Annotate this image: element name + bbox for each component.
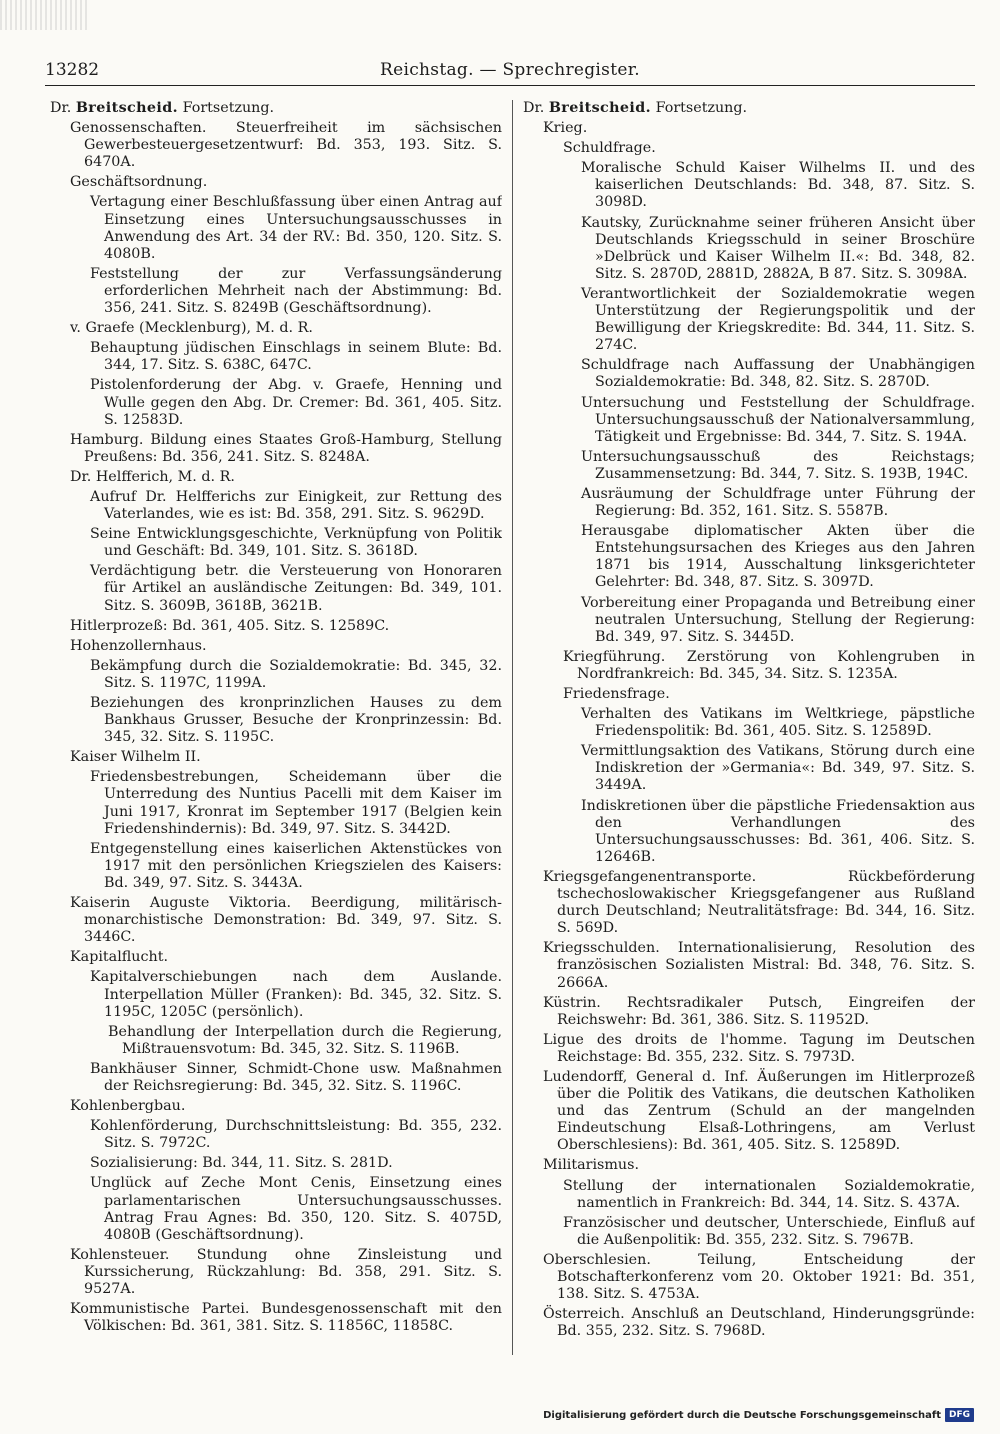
index-entry: Geschäftsordnung. [70,174,208,191]
continuation-suffix: Fortsetzung. [178,100,275,116]
index-entry: Stellung der internationalen Sozialdemokratie, namentlich in Frankreich: Bd. 344, 14. Sitz. S. 437A. [563,1177,975,1211]
index-entry: Entgegenstellung eines kaiserlichen Aktenstückes von 1917 mit den persönlichen Kriegszielen des Kaisers: Bd. 349, 97. Sitz. S. 3443A. [90,840,502,891]
index-entry: Pistolenforderung der Abg. v. Graefe, Henning und Wulle gegen den Abg. Dr. Cremer: Bd. 361, 405. Sitz. S. 12583D. [90,377,502,428]
index-entry: Kapitalverschiebungen nach dem Auslande. Interpellation Müller (Franken): Bd. 345, 32. Sitz. S. 1195C, 1205C (persönlich). [90,969,502,1020]
index-entry: Ligue des droits de l'homme. Tagung im Deutschen Reichstage: Bd. 355, 232. Sitz. S. 7973D. [543,1031,975,1065]
speaker-name: Breitscheid. [75,100,179,116]
index-entry: Aufruf Dr. Helfferichs zur Einigkeit, zur Rettung des Vaterlandes, wie es ist: Bd. 358, 291. Sitz. S. 9629D. [90,488,502,523]
index-entry: Kaiser Wilhelm II. [70,749,201,766]
scan-artifact [0,0,90,30]
index-entry: Kohlenbergbau. [70,1098,186,1115]
page-number: 13282 [45,60,100,80]
index-entry: Herausgabe diplomatischer Akten über die Entstehungsursachen des Krieges aus den Jahren 1871 bis 1914, Ausschaltung linksgerichteter Gelehrter: Bd. 348, 87. Sitz. S. 3097D. [581,523,975,591]
index-entry: v. Graefe (Mecklenburg), M. d. R. [70,320,313,337]
index-entry: Schuldfrage. [563,140,656,157]
index-entry: Kriegführung. Zerstörung von Kohlengruben in Nordfrankreich: Bd. 345, 34. Sitz. S. 1235A. [563,648,975,682]
left-column [50,100,502,1360]
dfg-logo: DFG [945,1408,974,1422]
index-entry: Behandlung der Interpellation durch die Regierung, Mißtrauensvotum: Bd. 345, 32. Sitz. S. 1196B. [108,1023,502,1057]
column-divider [512,100,513,1355]
continuation-suffix: Fortsetzung. [651,100,748,116]
index-entry: Hitlerprozeß: Bd. 361, 405. Sitz. S. 12589C. [70,617,390,634]
index-entry: Oberschlesien. Teilung, Entscheidung der Botschafterkonferenz vom 20. Oktober 1921: Bd. 351, 138. Sitz. S. 4753A. [543,1251,975,1303]
index-entry: Kohlenförderung, Durchschnittsleistung: Bd. 355, 232. Sitz. S. 7972C. [90,1118,502,1152]
index-entry: Ludendorff, General d. Inf. Äußerungen im Hitlerprozeß über die Politik des Vatikans, die deutschen Katholiken und das Zentrum (Schuld an der mangelnden Eindeutschung Elsaß-Lothringens, am Verlust Oberschlesiens): Bd. 361, 405. Sitz. S. 12589D. [543,1068,975,1154]
footer [543,1408,974,1422]
index-entry: Genossenschaften. Steuerfreiheit im sächsischen Gewerbesteuergesetzentwurf: Bd. 353, 193. Sitz. S. 6470A. [70,120,502,171]
index-entry: Verantwortlichkeit der Sozialdemokratie wegen Unterstützung der Regierungspolitik und der Bewilligung der Kriegskredite: Bd. 344, 11. Sitz. S. 274C. [581,285,975,354]
index-entry: Bankhäuser Sinner, Schmidt-Chone usw. Maßnahmen der Reichsregierung: Bd. 345, 32. Sitz. S. 1196C. [90,1060,502,1094]
index-entry: Kohlensteuer. Stundung ohne Zinsleistung und Kurssicherung, Rückzahlung: Bd. 358, 291. Sitz. S. 9527A. [70,1246,502,1297]
continuation-prefix: Dr. [523,100,545,116]
index-entry: Kaiserin Auguste Viktoria. Beerdigung, militärisch-monarchistische Demonstration: Bd. 349, 97. Sitz. S. 3446C. [70,895,502,946]
index-entry: Vorbereitung einer Propaganda und Betreibung einer neutralen Untersuchung, Stellung der Regierung: Bd. 349, 97. Sitz. S. 3445D. [581,594,975,645]
index-entry: Verdächtigung betr. die Versteuerung von Honoraren für Artikel an ausländische Zeitungen: Bd. 349, 101. Sitz. S. 3609B, 3618B, 3621B. [90,563,502,614]
continuation-heading [523,100,975,117]
index-entry: Kriegsgefangenentransporte. Rückbeförderung tschechoslowakischer Kriegsgefangener aus Rußland durch Deutschland; Neutralitätsfrage: Bd. 344, 16. Sitz. S. 569D. [543,868,975,937]
index-entry: Moralische Schuld Kaiser Wilhelms II. und des kaiserlichen Deutschlands: Bd. 348, 87. Sitz. S. 3098D. [581,160,975,211]
index-entry: Kapitalflucht. [70,949,169,966]
page-header [45,58,975,86]
index-entry: Untersuchungsausschuß des Reichstags; Zusammensetzung: Bd. 344, 7. Sitz. S. 193B, 194C. [581,448,975,482]
left-entries [50,120,502,1335]
header-rule [45,85,975,86]
index-entry: Seine Entwicklungsgeschichte, Verknüpfung von Politik und Geschäft: Bd. 349, 101. Sitz. S. 3618D. [90,526,502,560]
index-entry: Hohenzollernhaus. [70,637,207,654]
running-title: Reichstag. — Sprechregister. [380,60,640,80]
continuation-heading [50,100,502,117]
index-entry: Österreich. Anschluß an Deutschland, Hinderungsgründe: Bd. 355, 232. Sitz. S. 7968D. [543,1306,975,1340]
right-entries [523,120,975,1340]
index-entry: Verhalten des Vatikans im Weltkriege, päpstliche Friedenspolitik: Bd. 361, 405. Sitz. S. 12589D. [581,706,975,740]
index-entry: Feststellung der zur Verfassungsänderung erforderlichen Mehrheit nach der Abstimmung: Bd. 356, 241. Sitz. S. 8249B (Geschäftsordnung). [90,265,502,317]
index-entry: Schuldfrage nach Auffassung der Unabhängigen Sozialdemokratie: Bd. 348, 82. Sitz. S. 2870D. [581,357,975,391]
funding-notice: Digitalisierung gefördert durch die Deutsche Forschungsgemeinschaft [543,1409,941,1421]
continuation-prefix: Dr. [50,100,72,116]
index-entry: Küstrin. Rechtsradikaler Putsch, Eingreifen der Reichswehr: Bd. 361, 386. Sitz. S. 11952D. [543,994,975,1028]
index-entry: Untersuchung und Feststellung der Schuldfrage. Untersuchungsausschuß der Nationalversammlung, Tätigkeit und Ergebnisse: Bd. 344, 7. Sitz. S. 194A. [581,394,975,445]
index-entry: Französischer und deutscher, Unterschiede, Einfluß auf die Außenpolitik: Bd. 355, 232. Sitz. S. 7967B. [563,1214,975,1248]
index-entry: Kriegsschulden. Internationalisierung, Resolution des französischen Sozialisten Mistral: Bd. 348, 76. Sitz. S. 2666A. [543,940,975,991]
index-entry: Sozialisierung: Bd. 344, 11. Sitz. S. 281D. [90,1155,393,1172]
speaker-name: Breitscheid. [548,100,652,116]
index-entry: Krieg. [543,120,588,137]
index-entry: Dr. Helfferich, M. d. R. [70,468,235,485]
index-entry: Ausräumung der Schuldfrage unter Führung der Regierung: Bd. 352, 161. Sitz. S. 5587B. [581,485,975,520]
index-entry: Vermittlungsaktion des Vatikans, Störung durch eine Indiskretion der »Germania«: Bd. 349, 97. Sitz. S. 3449A. [581,743,975,794]
index-entry: Unglück auf Zeche Mont Cenis, Einsetzung eines parlamentarischen Untersuchungsausschusses. Antrag Frau Agnes: Bd. 350, 120. Sitz. S. 4075D, 4080B (Geschäftsordnung). [90,1175,502,1243]
index-entry: Militarismus. [543,1157,640,1174]
index-entry: Behauptung jüdischen Einschlags in seinem Blute: Bd. 344, 17. Sitz. S. 638C, 647C. [90,340,502,374]
index-entry: Kautsky, Zurücknahme seiner früheren Ansicht über Deutschlands Kriegsschuld in seiner Broschüre »Delbrück und Kaiser Wilhelm II.«: Bd. 348, 82. Sitz. S. 2870D, 2881D, 2882A, B 87. Sitz. S. 3098A. [581,214,975,282]
index-entry: Friedensfrage. [563,686,670,702]
right-column [523,100,975,1360]
index-entry: Bekämpfung durch die Sozialdemokratie: Bd. 345, 32. Sitz. S. 1197C, 1199A. [90,657,502,691]
index-entry: Beziehungen des kronprinzlichen Hauses zu dem Bankhaus Grusser, Besuche der Kronprinzessin: Bd. 345, 32. Sitz. S. 1195C. [90,695,502,746]
index-entry: Vertagung einer Beschlußfassung über einen Antrag auf Einsetzung eines Untersuchungsausschusses in Anwendung des Art. 34 der RV.: Bd. 350, 120. Sitz. S. 4080B. [90,194,502,262]
index-entry: Friedensbestrebungen, Scheidemann über die Unterredung des Nuntius Pacelli mit dem Kaiser im Juni 1917, Kronrat im September 1917 (Belgien kein Friedenshindernis): Bd. 349, 97. Sitz. S. 3442D. [90,769,502,837]
index-entry: Kommunistische Partei. Bundesgenossenschaft mit den Völkischen: Bd. 361, 381. Sitz. S. 11856C, 11858C. [70,1301,502,1335]
index-entry: Indiskretionen über die päpstliche Friedensaktion aus den Verhandlungen des Untersuchungsausschusses: Bd. 361, 406. Sitz. S. 12646B. [581,797,975,865]
index-entry: Hamburg. Bildung eines Staates Groß-Hamburg, Stellung Preußens: Bd. 356, 241. Sitz. S. 8248A. [70,431,502,465]
